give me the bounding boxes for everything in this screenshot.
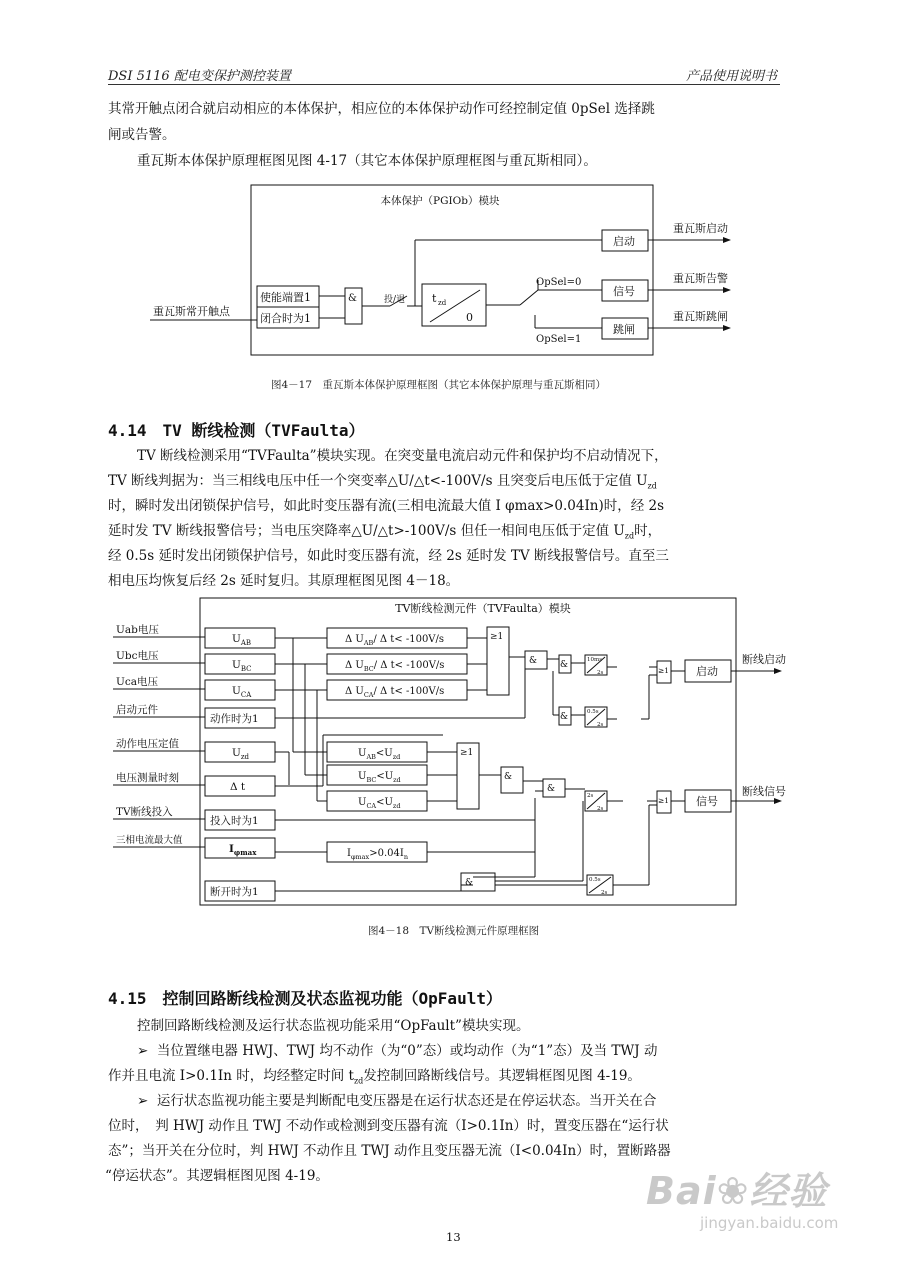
ge1-label-3: ≥1 (658, 666, 670, 675)
figure-4-18-caption: 图4－18 TV断线检测元件原理框图 (368, 925, 540, 937)
sec414-line-3: 时，瞬时发出闭锁保护信号，如此时变压器有流(三相电流最大值 I φmax>0.04In)时，经 2s (108, 498, 665, 514)
sec415-line-7: “停运状态”。其逻辑框图见图 4-19。 (105, 1168, 329, 1184)
timer-t: t (432, 292, 437, 305)
header-title: DSI 5116 配电变保护测控装置 (108, 69, 291, 84)
timer-sub: zd (438, 299, 447, 307)
sec414-line-2: TV 断线判据为：当三相线电压中任一个突变率△U/△t<-100V/s 且突变后电压低于定值 $U_{zd}$ (108, 473, 657, 491)
watermark-url: jingyan.baidu.com (700, 1214, 839, 1232)
input-label: 重瓦斯常开触点 (153, 305, 230, 318)
out-start-label: 重瓦斯启动 (673, 222, 728, 235)
sec415-line-3: 作并且电流 I>0.1In 时，均经整定时间 $t_{zd}$发控制回路断线信号。其逻辑框图见图 4-19。 (108, 1068, 641, 1086)
section-4-15-heading: 4.15 控制回路断线检测及状态监视功能（OpFault） (108, 989, 502, 1008)
module-frame (251, 185, 653, 355)
header-rule (108, 84, 780, 85)
intro-line-2: 闸或告警。 (108, 127, 176, 143)
blk-uab: $U_{AB}$ (232, 633, 252, 647)
trip-label: 跳闸 (613, 323, 635, 336)
figure-4-17-caption: 图4－17 重瓦斯本体保护原理框图（其它本体保护原理与重瓦斯相同） (271, 379, 607, 391)
input-start-element: 启动元件 (116, 704, 158, 716)
watermark-logo: Bai❀经验 (646, 1169, 828, 1213)
and-label-5: & (547, 784, 556, 794)
enable-label: 使能端置1 (260, 291, 311, 304)
timer-block (422, 284, 486, 326)
timer-05s-label-2: 0.5s (589, 877, 601, 883)
and-label-6: & (465, 878, 474, 888)
input-measure-time: 电压测量时刻 (116, 772, 179, 784)
intro-line-1: 其常开触点闭合就启动相应的本体保护，相应位的本体保护动作可经控制定值 0pSel 选择跳 (108, 101, 655, 117)
opsel0-label: OpSel=0 (536, 277, 582, 288)
cmp-bc: $U_{BC}<U_{zd}$ (358, 771, 401, 784)
and-label-4: & (560, 712, 569, 722)
and-label-1: & (504, 772, 513, 782)
blk-off: 断开时为1 (210, 886, 259, 898)
timer-2s-label-1: 2s (597, 670, 604, 676)
opsel1-label: OpSel=1 (536, 334, 582, 345)
start-label: 启动 (696, 665, 718, 678)
blk-uzd: $U_{zd}$ (232, 747, 250, 761)
timer-05s-label: 0.5s (587, 709, 599, 715)
bullet-icon: ➢ (137, 1043, 149, 1059)
module-title: TV断线检测元件（TVFaulta）模块 (395, 602, 571, 615)
cmp-ab: $U_{AB}<U_{zd}$ (358, 748, 401, 761)
switch-label: 投/退 (384, 295, 406, 305)
imax-compare: $I_{\varphi max}>0.04I_n$ (347, 848, 409, 861)
timer-2s-label-4: 2s (597, 806, 604, 812)
sec415-line-6: 态”；当开关在分位时，判 HWJ 不动作且 TWJ 动作且变压器无流（I<0.04In）时，置断路器 (108, 1143, 671, 1159)
out-trip-label: 重瓦斯跳闸 (673, 310, 728, 323)
timer-2s-label-3: 2s (587, 793, 594, 799)
and-label-3: & (560, 660, 569, 670)
blk-enable: 投入时为1 (210, 815, 259, 827)
timer-2s-label-5: 2s (601, 890, 608, 896)
sec415-line-2: ➢ 当位置继电器 HWJ、TWJ 均不动作（为“0”态）或均动作（为“1”态）及当 TWJ 动 (137, 1043, 658, 1059)
out-alarm-label: 重瓦斯告警 (673, 272, 728, 285)
blk-imax: $I_{\varphi max}$ (229, 843, 257, 857)
figure-4-17 (150, 180, 750, 380)
input-voltage-setting: 动作电压定值 (116, 738, 179, 750)
ge1-label-1: ≥1 (490, 632, 504, 642)
close-time-label: 闭合时为1 (260, 312, 311, 325)
timer-10ms-label: 10ms (587, 657, 603, 663)
input-tv-enable: TV断线投入 (116, 806, 173, 818)
paw-icon: ❀ (716, 1169, 750, 1213)
and-label: & (348, 293, 357, 304)
blk-ubc: $U_{BC}$ (232, 659, 252, 673)
signal-label: 信号 (613, 285, 635, 298)
sec414-line-5: 经 0.5s 延时发出闭锁保护信号，如此时变压器有流，经 2s 延时发 TV 断线报警信号。直至三 (108, 548, 669, 564)
blk-uca: $U_{CA}$ (232, 685, 252, 699)
header-doc-type: 产品使用说明书 (686, 69, 778, 84)
ge1-label-4: ≥1 (658, 796, 670, 805)
blk-start-active: 动作时为1 (210, 713, 259, 725)
rate-ca: Δ $U_{CA}/$ Δ t< -100V/s (345, 686, 445, 699)
out-signal-label: 断线信号 (742, 785, 786, 798)
timer-zero: 0 (466, 311, 473, 324)
cmp-ca: $U_{CA}<U_{zd}$ (358, 797, 401, 810)
sec414-line-4: 延时发 TV 断线报警信号；当电压突降率△U/△t>-100V/s 但任一相间电压低于定值 $U_{zd}$时， (108, 523, 662, 541)
ge1-label-2: ≥1 (460, 748, 474, 758)
sec414-line-1: TV 断线检测采用“TVFaulta”模块实现。在突变量电流启动元件和保护均不启动情况下， (137, 448, 668, 464)
input-max-current: 三相电流最大值 (116, 835, 183, 846)
sec414-line-6: 相电压均恢复后经 2s 延时复归。其原理框图见图 4－18。 (108, 573, 460, 589)
sec415-line-4: ➢ 运行状态监视功能主要是判断配电变压器是在运行状态还是在停运状态。当开关在合 (137, 1093, 657, 1109)
intro-line-3: 重瓦斯本体保护原理框图见图 4-17（其它本体保护原理框图与重瓦斯相同）。 (137, 153, 597, 169)
start-label: 启动 (613, 235, 635, 248)
figure-4-18 (113, 595, 803, 915)
signal-label: 信号 (696, 795, 718, 808)
blk-delta-t: Δ t (230, 781, 246, 793)
sec415-line-5: 位时， 判 HWJ 动作且 TWJ 不动作或检测到变压器有流（I>0.1In）时，置变压器在“运行状 (108, 1118, 669, 1134)
rate-bc: Δ $U_{BC}/$ Δ t< -100V/s (345, 660, 445, 673)
module-title: 本体保护（PGIOb）模块 (380, 195, 500, 207)
out-start-label: 断线启动 (742, 653, 786, 666)
and-label-2: & (529, 656, 538, 666)
input-ubc: Ubc电压 (116, 650, 159, 662)
section-4-14-heading: 4.14 TV 断线检测（TVFaulta） (108, 421, 365, 440)
input-uab: Uab电压 (116, 624, 159, 636)
input-uca: Uca电压 (116, 676, 158, 688)
rate-ab: Δ $U_{AB}/$ Δ t< -100V/s (345, 634, 445, 647)
sec415-line-1: 控制回路断线检测及运行状态监视功能采用“OpFault”模块实现。 (137, 1018, 530, 1034)
page-number: 13 (446, 1230, 461, 1244)
bullet-icon: ➢ (137, 1093, 149, 1109)
timer-2s-label-2: 2s (597, 722, 604, 728)
